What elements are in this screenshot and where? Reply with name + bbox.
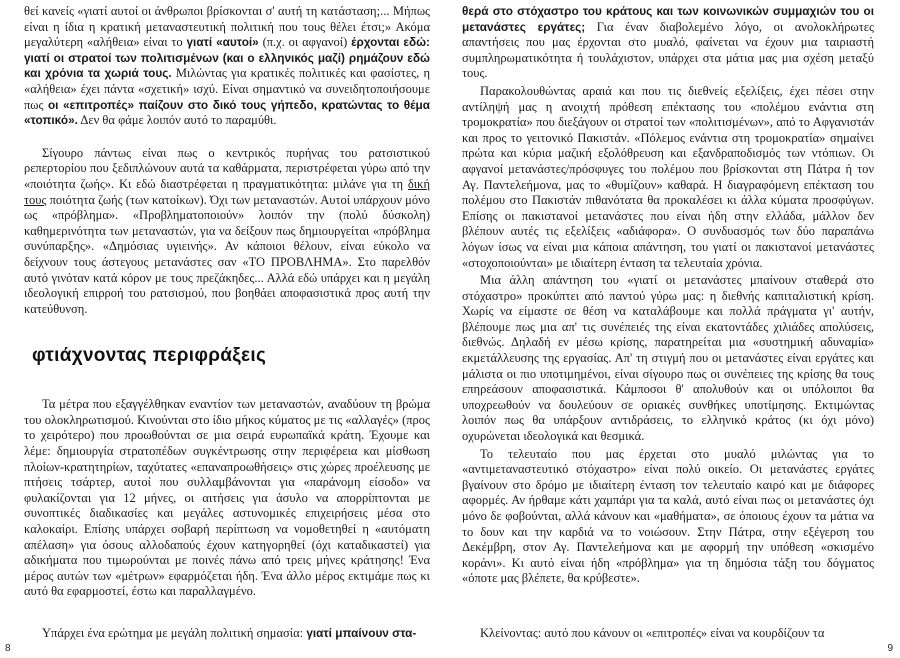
paragraph [24, 626, 430, 642]
paragraph: Κλείνοντας: αυτό που κάνουν οι «επιτροπές» είναι να κουρδίζουν τα [480, 626, 825, 641]
text-run: θεί κανείς «γιατί αυτοί οι άνθρωποι βρίσκονται σ' αυτή τη κατάσταση;... Μήπως είναι η ίδια η κρατική μεταναστευτική πολιτική που τους θέλει έτσι;» Ακόμα μεγαλύτερη «αλήθεια» είναι το [24, 4, 430, 50]
page-number: 8 [5, 643, 11, 654]
underlined-text: δική τους [24, 176, 430, 207]
bold-text: θερά στο στόχαστρο του κράτους και των κοινωνικών συμμαχιών του οι μετανάστες εργάτες; [462, 4, 874, 34]
bold-text: γιατί μπαίνουν στα- [306, 626, 417, 641]
paragraph: Μια άλλη απάντηση του «γιατί οι μετανάστες μπαίνουν σταθερά στο στόχαστρο» προκύπτει από παντού γύρω μας: η διεθνής καπιταλιστική κρίση. Χωρίς να είμαστε σε θέση να καταλάβουμε και πολλά πράγματα γι' αυτήν, βλέπουμε πως μια απ' τις συνέπειές της είναι εκατοντάδες χιλιάδες απολύσεις, διεθνώς. Δηλαδή εν μέσω κρίσης, παρατηρείται μια «συστημική αδυναμία» εκμετάλλευσης της εργασίας. Απ' τη στιγμή που οι μετανάστες είναι εργάτες και μάλιστα οι πιο υποτιμημένοι, είναι σίγουρο πως οι συνέπειες της κρίσης θα τους επηρεάσουν αποφασιστικά. Κάμποσοι θ' απολυθούν και οι υπόλοιποι θα υποχρεωθούν να δουλεύουν σε οριακές συνθήκες υποτίμησης. Εκτιμώντας λοιπόν πως θα υπάρξουν αντιδράσεις, το ελληνικό κράτος (κι όχι μόνο) οχυρώνεται ιδεολογικά και θεσμικά. [462, 273, 874, 444]
bold-text: γιατί «αυτοί» [186, 35, 259, 50]
text-run: Για έναν διαβολεμένο λόγο, οι ανολοκλήρωτες απαντήσεις που μας έρχονται στο μυαλό, φαίνεται να έχουν μια ταιριαστή συμπληρωματικότητα ή τουλάχιστον, υπάρχει στα μάτια μας μια σχέση μεταξύ τους. [462, 19, 874, 81]
page-number: 9 [887, 643, 893, 654]
paragraph: Τα μέτρα που εξαγγέλθηκαν εναντίον των μεταναστών, αναδύουν τη βρώμα του ολοκληρωτισμού. Κινούνται στο ίδιο μήκος κύματος με τις «αλλαγές» (προς το χειρότερο) που προωθούνται σε μια σειρά ευρωπαϊκά κράτη. Έχουμε και λέμε: δημιουργία στρατοπέδων συγκέντρωσης στην περιφέρεια και μίσθωση πλοίων-κρατητηρίων, ταχύτατες «επαναπροωθήσεις» στις χώρες προέλευσης με πτήσεις τσάρτερ, αυτοί που συλλαμβάνονται για «παράνομη είσοδο» να φυλακίζονται για 12 μήνες, οι αιτήσεις για άσυλο να απορρίπτονται με συνοπτικές διαδικασίες και μεγάλες αστυνομικές επιχειρήσεις μέσα στο καλοκαίρι. Επίσης υπάρχει σοβαρή περίπτωση να νομοθετηθεί η «αυτόματη απέλαση» για όσους αλλοδαπούς έχουν κατηγορηθεί (όχι καταδικαστεί) για αδικήματα που τιμωρούνται με ποινές πάνω από τρεις μήνες κράτησης! Ένα μέρος αυτών των «μέτρων» εφαρμόζεται ήδη. Ένα άλλο μέρος εκτιμάμε πως κι αυτό θα εφαρμοστεί, έστω και παραλλαγμένο. [24, 397, 430, 599]
bold-text: οι «επιτροπές» παίζουν στο δικό τους γήπεδο, κρατώντας το θέμα «τοπικό». [24, 97, 430, 128]
paragraph: Παρακολουθώντας αραιά και που τις διεθνείς εξελίξεις, έχει πέσει στην αντίληψή μας η ανοιχτή πρόθεση επέκτασης του «πολέμου ενάντια στη τρομοκρατία» που διεξάγουν οι στρατοί των «πολιτισμένων», από το Αφγανιστάν και προς το γειτονικό Πακιστάν. «Πόλεμος ενάντια στη τρομοκρατία» σημαίνει πρώτα και κύρια μαζική εξολόθρευση και εξανδραποδισμός των ντόπιων. Οι αφγανοί μετανάστες/πρόσφυγες του πολέμου που βρίσκονται στη Πάτρα ή τον Αγ. Παντελεήμονα, μας το «θυμίζουν» καθαρά. Η διαγραφόμενη επέκταση του πολέμου στο Πακιστάν πιθανότατα θα προκαλέσει κι άλλα κύματα προσφύγων. Επίσης οι πακιστανοί μετανάστες που είναι ήδη στην ελλάδα, μάλλον δεν βλέπουν αυτές τις εξελίξεις «αδιάφορα». Ο συνδυασμός των δύο παραπάνω λόγων ίσως να είναι μια κάποια απάντηση, του γιατί οι πακιστανοί μετανάστες «στοχοποιούνται» με ιδιαίτερη ένταση τα τελευταία χρόνια. [462, 83, 874, 270]
right-column [462, 4, 874, 587]
text-run: (π.χ. οι αφγανοί) [258, 35, 352, 50]
text-run: ποιότητα ζωής (των κατοίκων). Όχι των μεταναστών. Αυτοί υπάρχουν μόνο ως «πρόβλημα». «Προβληματοποιούν» λοιπόν την (πολύ δύσκολη) καθημερινότητα των μεταναστών, για να δείξουν πως δημιουργείται «πρόβλημα συνύπαρξης». «Δημόσιας υγιεινής». Αν κάποιοι θέλουν, είναι εύκολο να δείχνουν τους άστεγους μετανάστες σαν «ΤΟ ΠΡΟΒΛΗΜΑ». Στο παρελθόν αυτό γινόταν κατά κόρον με τους πρεζάκηδες... Αλλά εδώ υπάρχει και η μεγάλη ιδεολογική επιρροή του ρατσισμού, που βοηθάει αποφασιστικά προς αυτή την κατεύθυνση. [24, 192, 430, 316]
left-column [24, 4, 430, 600]
text-run: Δεν θα φάμε λοιπόν αυτό το παραμύθι. [77, 113, 277, 128]
paragraph [24, 4, 430, 129]
text-run: Σίγουρο πάντως είναι πως ο κεντρικός πυρήνας του ρατσιστικού ρεπερτορίου που ξεδιπλώνουν αυτά τα καθάρματα, περιστρέφεται γύρω από την «ποιότητα ζωής». Κι εδώ διαστρέφεται η πραγματικότητα: μιλάνε για τη [24, 145, 430, 191]
right-page [450, 0, 900, 658]
paragraph [462, 4, 874, 82]
bold-text: έρχονται εδώ: γιατί οι στρατοί των πολιτισμένων (και ο ελληνικός μαζί) ρημάζουν εδώ και χρόνια τα χωριά τους. [24, 35, 430, 81]
text-run: Μιλώντας για κρατικές πολιτικές και φασίστες, η «αλήθεια» έχει πάντα «σχετική» ισχύ. Είναι σημαντικό να συνειδητοποιήσουμε πως [24, 66, 430, 112]
paragraph: Το τελευταίο που μας έρχεται στο μυαλό μιλώντας για το «αντιμεταναστευτικό στόχαστρο» είναι πολύ οικείο. Οι μετανάστες εργάτες βγαίνουν στο δρόμο με ιδιαίτερη ένταση τον τελευταίο καιρό και με διάφορες αφορμές. Αν ήρθαμε κάτι χαμπάρι για τα καλά, αυτό είναι πως οι μετανάστες όχι μόνο δε φοβούνται, αλλά κάνουν και «μαθήματα», σε όποιους έχουν τα μάτια να το δουν και την καρδιά να το νοιώσουν. Στην Πάτρα, στην εξέγερση του Δεκέμβρη, στον Αγ. Παντελεήμονα και με αφορμή την υπόθεση «σκισμένο κοράνι». Κι αυτό είναι ήδη «πρόβλημα» για τη δημόσια τάξη του δόγματος «όποτε μας βλέπετε, θα κρύβεστε». [462, 446, 874, 586]
text-run: Υπάρχει ένα ερώτημα με μεγάλη πολιτική σημασία: [42, 626, 307, 641]
paragraph [24, 146, 430, 318]
section-heading: φτιάχνοντας περιφράξεις [32, 345, 267, 367]
